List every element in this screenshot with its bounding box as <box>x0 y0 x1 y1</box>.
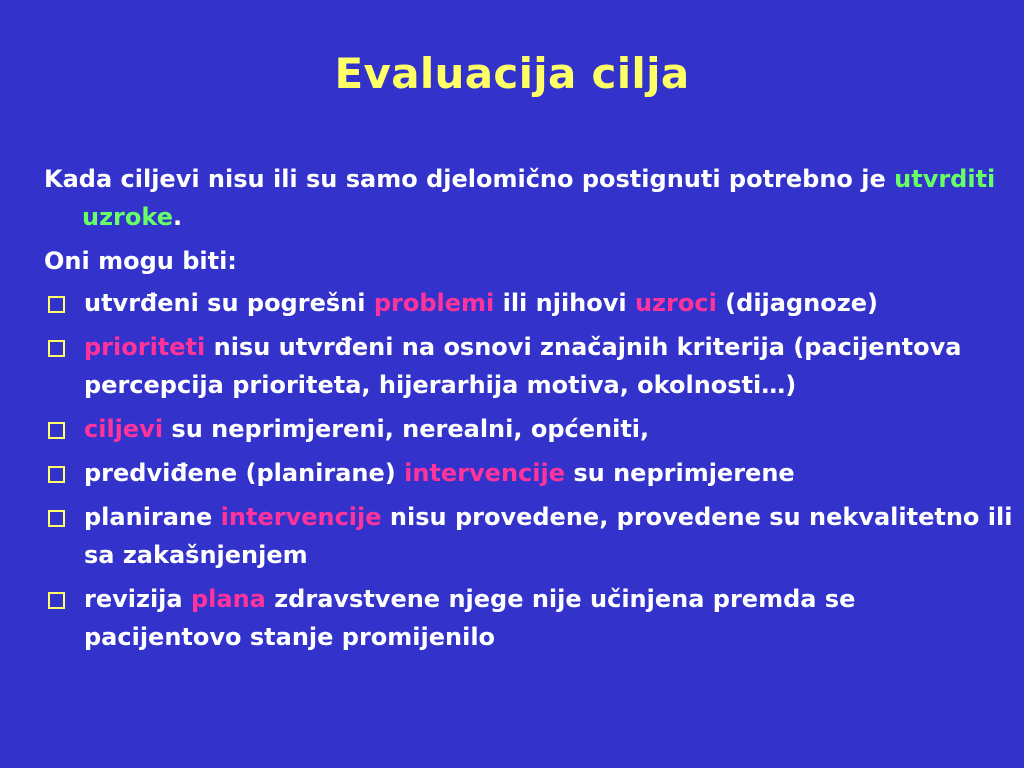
intro-paragraph <box>44 160 1014 236</box>
intro-text-1: Kada ciljevi nisu ili su samo djelomično postignuti potrebno je <box>44 165 895 193</box>
bullet-text: utvrđeni su pogrešni <box>84 289 374 317</box>
bullet-text: ili njihovi <box>494 289 635 317</box>
bullet-highlight: intervencije <box>404 459 565 487</box>
bullet-highlight: ciljevi <box>84 415 164 443</box>
hollow-square-icon <box>48 340 65 357</box>
intro-text-2: . <box>172 203 183 231</box>
bullet-text: revizija <box>84 585 191 613</box>
bullet-text: planirane <box>84 503 221 531</box>
hollow-square-icon <box>48 592 65 609</box>
bullet-item <box>44 410 1014 448</box>
bullet-highlight: plana <box>190 585 266 613</box>
bullet-item <box>44 328 1014 404</box>
slide-title: Evaluacija cilja <box>334 49 690 98</box>
slide-content <box>44 160 1014 662</box>
sub-intro: Oni mogu biti: <box>44 247 237 275</box>
bullet-item <box>44 498 1014 574</box>
bullet-item <box>44 284 1014 322</box>
bullet-text: nisu provedene, provedene su nekvalitetno ili sa zakašnjenjem <box>84 503 1013 569</box>
bullet-highlight: intervencije <box>220 503 382 531</box>
bullet-item <box>44 454 1014 492</box>
bullet-text: su neprimjereni, nerealni, općeniti, <box>163 415 650 443</box>
bullet-highlight: prioriteti <box>84 333 206 361</box>
intro-highlight: utvrditi uzroke <box>82 165 996 231</box>
hollow-square-icon <box>48 466 65 483</box>
bullet-text: su neprimjerene <box>565 459 795 487</box>
hollow-square-icon <box>48 422 65 439</box>
bullet-highlight: problemi <box>373 289 495 317</box>
bullet-item <box>44 580 1014 656</box>
bullet-highlight: uzroci <box>634 289 717 317</box>
bullet-list <box>44 284 1014 656</box>
hollow-square-icon <box>48 296 65 313</box>
hollow-square-icon <box>48 510 65 527</box>
bullet-text: (dijagnoze) <box>716 289 878 317</box>
bullet-text: zdravstvene njege nije učinjena premda se pacijentovo stanje promijenilo <box>84 585 856 651</box>
bullet-text: predviđene (planirane) <box>84 459 405 487</box>
bullet-text: nisu utvrđeni na osnovi značajnih kriterija (pacijentova percepcija prioriteta, hijerarhija motiva, okolnosti…) <box>84 333 962 399</box>
